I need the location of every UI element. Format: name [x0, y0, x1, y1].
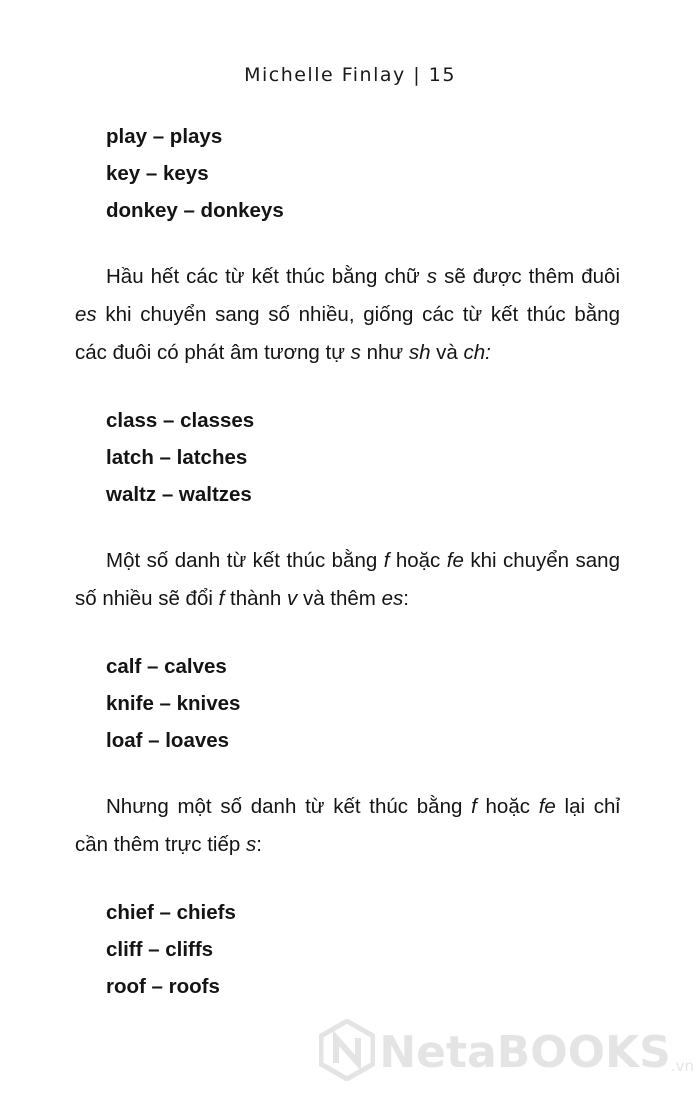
example-item: class – classes [106, 409, 255, 432]
watermark-text: NetaBOOKS [379, 1026, 671, 1078]
example-item: calf – calves [106, 655, 227, 678]
paragraph-1: Hầu hết các từ kết thúc bằng chữ s sẽ được thêm đuôi es khi chuyển sang số nhiều, giống các từ kết thúc bằng các đuôi có phát âm tương tự s như sh và ch: [75, 265, 620, 364]
example-item: knife – knives [106, 692, 241, 715]
paragraph-3: Nhưng một số danh từ kết thúc bằng f hoặc fe lại chỉ cần thêm trực tiếp s: [75, 795, 620, 856]
example-list-3 [106, 648, 620, 759]
example-item: play – plays [106, 125, 223, 148]
example-item: loaf – loaves [106, 729, 230, 752]
example-list-2 [106, 402, 620, 513]
example-item: chief – chiefs [106, 901, 236, 924]
page-body [75, 118, 620, 1005]
example-item: roof – roofs [106, 975, 220, 998]
netabooks-logo-icon [319, 1019, 375, 1086]
example-item: waltz – waltzes [106, 483, 252, 506]
watermark [319, 1007, 694, 1097]
example-item: cliff – cliffs [106, 938, 214, 961]
example-list-4 [106, 894, 620, 1005]
running-head: Michelle Finlay | 15 [244, 64, 456, 86]
paragraph-2: Một số danh từ kết thúc bằng f hoặc fe khi chuyển sang số nhiều sẽ đổi f thành v và thêm es: [75, 549, 620, 610]
example-item: latch – latches [106, 446, 248, 469]
watermark-suffix: .vn [670, 1057, 694, 1075]
example-list-1 [106, 118, 620, 229]
example-item: key – keys [106, 162, 209, 185]
example-item: donkey – donkeys [106, 199, 284, 222]
